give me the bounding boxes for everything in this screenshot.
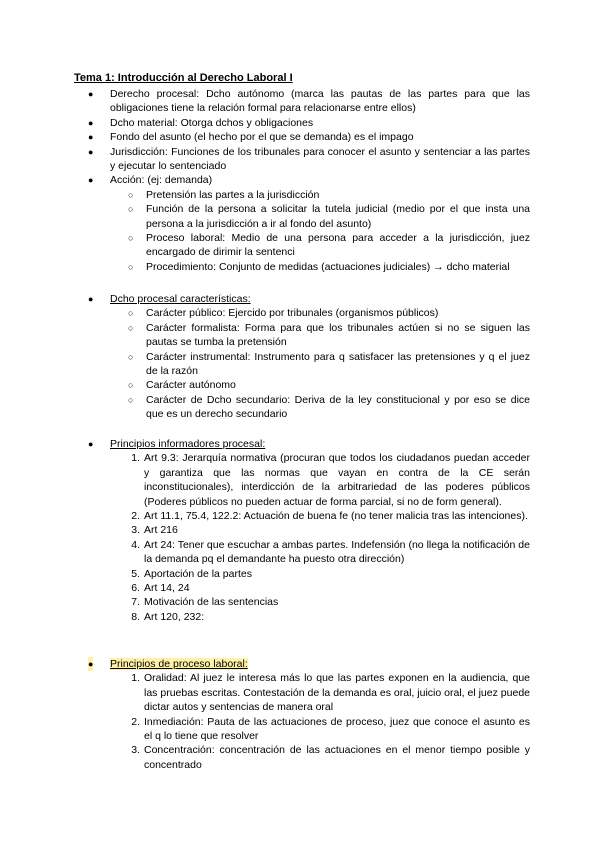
sub-list-item: ○ Carácter instrumental: Instrumento para q satisfacer las pretensiones y q el juez de la razón [128,350,530,378]
sub-list-item: ○ Proceso laboral: Medio de una persona para acceder a la jurisdicción, juez encargado de dirimir la sentenci [128,232,530,259]
numbered-item: 3. Art 216 [131,524,178,537]
page-title: Tema 1: Introducción al Derecho Laboral I [74,72,293,84]
section-heading: ● Principios de proceso laboral: [88,658,248,670]
sub-list-item: ○ Carácter público: Ejercido por tribunales (organismos públicos) [128,307,439,320]
circle-bullet-icon: ○ [128,308,134,319]
sub-list-item: ○ Función de la persona a solicitar la tutela judicial (medio por el que insta una persona a la jurisdicción a ir al fondo del asunto) [128,203,530,230]
bullet-icon: ● [88,117,94,128]
numbered-item: 7. Motivación de las sentencias [131,596,279,609]
list-item: ● Acción: (ej: demanda) [88,174,213,187]
section-heading: ● Principios informadores procesal: [88,438,266,450]
bullet-icon: ● [88,294,94,304]
circle-bullet-icon: ○ [128,189,134,200]
circle-bullet-icon: ○ [128,351,134,362]
bullet-icon: ● [88,657,93,671]
circle-bullet-icon: ○ [128,233,134,244]
circle-bullet-icon: ○ [128,204,134,215]
list-item: ● Jurisdicción: Funciones de los tribunales para conocer el asunto y sentenciar a las partes y ejecutar lo sentenciado [88,145,530,173]
circle-bullet-icon: ○ [128,322,134,333]
bullet-icon: ● [88,439,94,449]
principios-laboral-list [74,657,530,772]
list-item: ● Fondo del asunto (el hecho por el que se demanda) es el impago [88,131,414,144]
numbered-item: 6. Art 14, 24 [131,582,190,595]
bullet-icon: ● [88,175,94,186]
numbered-item: 1. Art 9.3: Jerarquía normativa (procuran que todos los ciudadanos puedan acceder y garantiza que las normas que vayan en contra de la CE serán inconstitucionales), interdicción de la arbitrariedad de las poderes públicos (Poderes públicos no pueden actuar de forma parcial, si no de form general). [131,452,530,508]
numbered-item: 5. Aportación de la partes [131,567,252,580]
numbered-item: 2. Inmediación: Pauta de las actuaciones de proceso, juez que conoce el asunto es el q lo tiene que resolver [131,715,530,743]
list-item: ● Dcho material: Otorga dchos y obligaciones [88,116,314,129]
section-heading: ● Dcho procesal características: [88,293,251,305]
sub-list-item: ○ Pretensión las partes a la jurisdicción [128,188,320,201]
sub-list-item: ○ Carácter de Dcho secundario: Deriva de la ley constitucional y por eso se dice que es un derecho secundario [128,393,530,421]
principios-informadores-list [74,437,530,624]
bullet-icon: ● [88,146,94,157]
numbered-item: 1. Oralidad: Al juez le interesa más lo que las partes exponen en la audiencia, que las pruebas escritas. Contestación de la demanda es oral, juicio oral, el juez puede dictar autos y sentencias de manera oral [131,672,530,714]
circle-bullet-icon: ○ [128,380,134,391]
circle-bullet-icon: ○ [128,261,134,272]
sub-list-item: ○ Carácter formalista: Forma para que los tribunales actúen si no se siguen las pautas se tumba la pretensión [128,321,530,349]
sub-list-item: ○ Carácter autónomo [128,379,236,392]
numbered-item: 2. Art 11.1, 75.4, 122.2: Actuación de buena fe (no tener malicia tras las intenciones). [131,510,528,523]
numbered-item: 3. Concentración: concentración de las actuaciones en el menor tiempo posible y concentrado [131,744,530,771]
bullet-icon: ● [88,89,94,99]
bullet-icon: ● [88,132,94,143]
numbered-item: 4. Art 24: Tener que escuchar a ambas partes. Indefensión (no llega la notificación de la demanda pq el demandante ha puesto otra dirección) [131,538,530,566]
sub-list-item: ○ Procedimiento: Conjunto de medidas (actuaciones judiciales) → dcho material [128,260,510,273]
numbered-item: 8. Art 120, 232: [131,610,205,623]
list-item: ● Derecho procesal: Dcho autónomo (marca las pautas de las partes para que las obligaciones tiene la relación formal para relacionarse entre ellos) [88,88,530,115]
intro-list [74,87,530,274]
caracteristicas-list [74,292,530,422]
circle-bullet-icon: ○ [128,394,134,405]
